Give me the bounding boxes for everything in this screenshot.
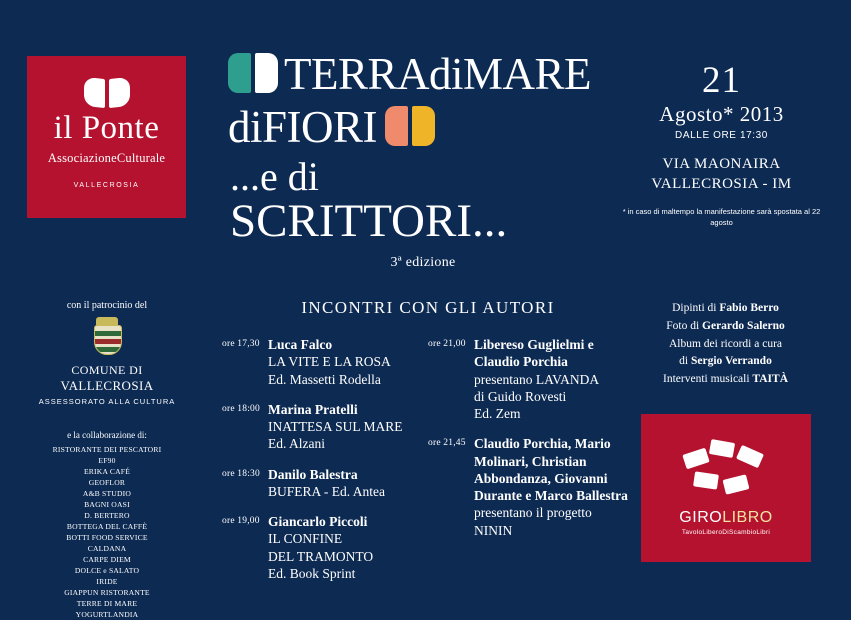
patronage-entity-line-2: VALLECROSIA (60, 378, 154, 393)
entry-detail-line: Ed. Alzani (268, 436, 325, 452)
headline-line-3: ...e di (230, 154, 319, 199)
event-month-year: Agosto* 2013 (659, 102, 784, 126)
comune-crest-icon (90, 317, 124, 359)
entry-detail-line: LA VITE E LA ROSA (268, 354, 391, 370)
collaborator-item: IRIDE (96, 577, 118, 586)
entry-body (474, 435, 638, 539)
entry-body (474, 336, 638, 422)
girolibro-logo-block (641, 414, 811, 562)
programme-entry (222, 466, 420, 501)
event-day: 21 (702, 60, 741, 101)
poster-headline (228, 48, 648, 271)
entry-detail-line: DEL TRAMONTO (268, 548, 374, 564)
entry-author: Luca Falco (268, 337, 333, 352)
girolibro-name: GIROLIBRO (679, 508, 773, 526)
collaborator-item: CALDANA (87, 544, 127, 553)
entry-author: Giancarlo Piccoli (268, 514, 368, 530)
headline-line-2: diFIORI (228, 101, 378, 152)
entry-detail-line: presentano LAVANDA (474, 371, 600, 387)
collaborator-item: TERRE DI MARE (76, 599, 138, 608)
entry-author: Claudio Porchia, Mario Molinari, Christian Abbondanza, Giovanni Durante e Marco Ballestra (474, 436, 628, 504)
credit-music: Interventi musicali TAITÀ (663, 373, 788, 386)
entry-detail-line: Ed. Zem (474, 406, 521, 422)
entry-author: Libereso Guglielmi e Claudio Porchia (474, 337, 594, 370)
entry-detail-line: Ed. Book Sprint (268, 565, 356, 581)
entry-detail-line: INATTESA SUL MARE (268, 419, 403, 435)
book-icon-orange (385, 106, 435, 148)
patronage-department: ASSESSORATO ALLA CULTURA (38, 397, 176, 406)
programme-column-right (428, 336, 638, 552)
collaborator-item: BAGNI OASI (84, 500, 130, 509)
entry-detail-line: presentano il progetto (474, 505, 592, 521)
entry-detail-line: NININ (474, 522, 513, 538)
credit-album: Album dei ricordi a cura di Sergio Verrando (668, 337, 783, 368)
association-name: il Ponte (53, 110, 160, 146)
entry-author: Danilo Balestra (268, 466, 358, 482)
girolibro-tagline: TavoloLiberoDiScambioLibri (681, 528, 771, 536)
credit-paintings: Dipinti di Fabio Berro (672, 302, 779, 314)
event-address-line-1: VIA MAONAIRA (662, 156, 781, 173)
association-subtitle: AssociazioneCulturale (47, 151, 166, 165)
entry-body (268, 401, 403, 453)
entry-detail-line: di Guido Rovesti (474, 388, 567, 404)
entry-time: ore 18:30 (222, 468, 260, 479)
association-city: VALLECROSIA (73, 182, 140, 189)
collaborator-item: EF90 (98, 456, 116, 465)
patronage-label: con il patrocinio del (66, 300, 148, 311)
credit-photos: Foto di Gerardo Salerno (666, 319, 785, 332)
collaborator-item: YOGURTLANDIA (75, 610, 139, 619)
collaborator-item: A&B STUDIO (82, 489, 132, 498)
credits-block (618, 300, 833, 389)
edition-label: 3ª edizione (390, 255, 456, 270)
collaborator-item: ERIKA CAFÉ (83, 467, 131, 476)
entry-time: ore 19,00 (222, 516, 260, 527)
programme-entry (222, 401, 420, 453)
patronage-entity-line-1: COMUNE DI (71, 363, 143, 377)
collaborator-item: BOTTEGA DEL CAFFÈ (66, 522, 148, 531)
programme-entry (222, 513, 420, 582)
entry-time: ore 17,30 (222, 339, 260, 349)
entry-detail-line: Ed. Massetti Rodella (268, 371, 381, 387)
entry-detail-line: IL CONFINE (268, 531, 343, 547)
entry-time: ore 21,45 (428, 438, 466, 449)
collaborator-item: RISTORANTE DEI PESCATORI (52, 445, 162, 454)
entry-time: ore 18:00 (222, 403, 260, 414)
programme-title: INCONTRI CON GLI AUTORI (301, 298, 555, 317)
event-address-line-2: VALLECROSIA - IM (651, 175, 792, 192)
entry-detail-line: BUFERA - Ed. Antea (268, 483, 385, 499)
event-hours: DALLE ORE 17:30 (675, 130, 768, 142)
open-book-icon (84, 78, 130, 108)
entry-author: Marina Pratelli (268, 401, 358, 417)
programme-column-left (222, 336, 420, 595)
entry-body (268, 513, 373, 582)
collaborator-item: D. BERTERO (84, 511, 130, 520)
programme-entry (428, 435, 638, 539)
collaborator-item: BOTTI FOOD SERVICE (66, 533, 148, 542)
programme-entry (222, 336, 420, 388)
collaborators-label: e la collaborazione di: (67, 430, 147, 440)
headline-line-4: SCRITTORI... (230, 195, 508, 247)
book-icon-teal (228, 53, 278, 95)
association-logo-block (27, 56, 186, 218)
entry-body (268, 466, 385, 501)
collaborator-item: GEOFLOR (88, 478, 126, 487)
headline-line-1: TERRAdiMARE (284, 48, 592, 99)
event-date-block (614, 62, 829, 229)
collaborators-list (12, 444, 202, 620)
programme-entry (428, 336, 638, 422)
collaborator-item: GIAPPUN RISTORANTE (64, 588, 150, 597)
entry-time: ore 21,00 (428, 339, 466, 349)
collaborator-item: DOLCE e SALATO (74, 566, 140, 575)
weather-note: * in caso di maltempo la manifestazione sarà spostata al 22 agosto (622, 207, 821, 228)
collaborator-item: CARPE DIEM (83, 555, 131, 564)
scattered-books-icon (680, 441, 772, 501)
entry-body (268, 336, 391, 388)
patronage-block (12, 300, 202, 620)
